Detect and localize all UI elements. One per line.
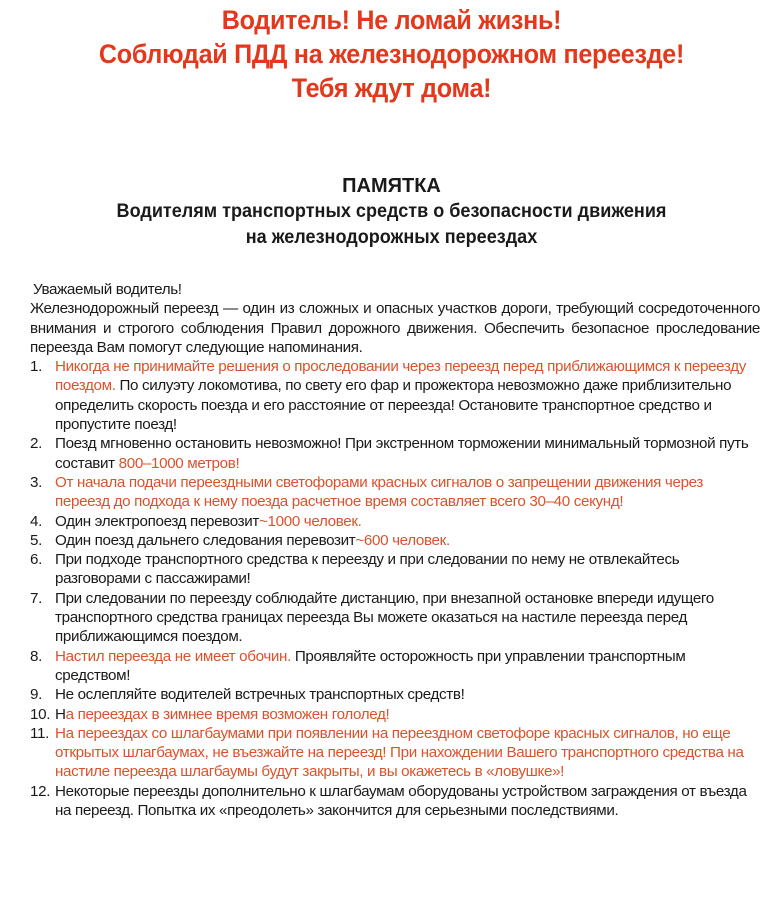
list-item <box>30 724 760 782</box>
item-text: Не ослепляйте водителей встречных транспортных средств! <box>55 686 465 704</box>
slogan-line-1: Водитель! Не ломай жизнь! <box>221 5 562 35</box>
slogan-line-3: Тебя ждут дома! <box>291 73 492 103</box>
list-item-number: 6. <box>30 551 42 569</box>
list-item <box>30 357 760 434</box>
highlighted-text: Настил переезда не имеет обочин. <box>55 647 291 665</box>
slogan-line-2: Соблюдай ПДД на железнодорожном переезде! <box>98 39 685 69</box>
list-item-number: 7. <box>30 589 42 607</box>
list-item-number: 12. <box>30 782 51 800</box>
memo-title: ПАМЯТКА <box>342 175 441 197</box>
list-item <box>30 512 760 531</box>
item-text: Некоторые переезды дополнительно к шлагбаумам оборудованы устройством заграждения от въезда на переезд. Попытка их «преодолеть» закончится для серьезными последствиями. <box>55 782 747 820</box>
intro-paragraph: Железнодорожный переезд — один из сложных и опасных участков дороги, требующий сосредоточенного внимания и строгого соблюдения Правил дорожного движения. Обеспечить безопасное проследование переезда Вам помогут следующие напоминания. <box>30 300 760 356</box>
highlighted-text: От начала подачи переездными светофорами красных сигналов о запрещении движения через переезд до подхода к нему поезда расчетное время составляет всего 30–40 секунд! <box>55 473 704 511</box>
list-item-number: 4. <box>30 512 42 530</box>
item-text: Н <box>55 705 66 723</box>
list-item <box>30 473 760 512</box>
list-item-number: 2. <box>30 435 42 453</box>
list-item-number: 8. <box>30 647 42 665</box>
memo-header <box>0 173 783 251</box>
list-item <box>30 647 760 686</box>
greeting: Уважаемый водитель! <box>33 281 182 298</box>
list-item-number: 11. <box>30 724 49 742</box>
highlighted-text: а переездах в зимнее время возможен гололед! <box>65 705 390 723</box>
list-item <box>30 589 760 647</box>
highlighted-text: На переездах со шлагбаумами при появлении на переездном светофоре красных сигналов, но еще открытых шлагбаумах, не въезжайте на переезд! При нахождении Вашего транспортного средства на настиле переезда шлагбаумы будут закрыты, и вы окажетесь в «ловушке»! <box>55 724 744 781</box>
item-text: Поезд мгновенно остановить невозможно! При экстренном торможении минимальный тормозной путь составит <box>55 435 749 472</box>
memo-subtitle-line-1: Водителям транспортных средств о безопасности движения <box>116 201 667 222</box>
list-item-number: 1. <box>30 358 42 376</box>
item-text: Один поезд дальнего следования перевозит <box>55 531 356 549</box>
list-item-number: 9. <box>30 686 42 704</box>
item-text: По силуэту локомотива, по свету его фар и прожектора невозможно даже приблизительно определить скорость поезда и его расстояние от переезда! Остановите транспортное средство и пропустите поезд! <box>55 377 732 434</box>
rules-list <box>30 357 760 820</box>
list-item-number: 10. <box>30 705 51 723</box>
item-text: Один электропоезд перевозит <box>55 512 260 530</box>
item-text: При подходе транспортного средства к переезду и при следовании по нему не отвлекайтесь разговорами с пассажирами! <box>55 551 680 588</box>
list-item <box>30 550 760 589</box>
highlighted-text: Никогда не принимайте решения о проследовании через переезд перед приближающимся к переезду поездом. <box>55 358 746 395</box>
list-item <box>30 531 760 550</box>
memo-subtitle-line-2: на железнодорожных переездах <box>245 227 538 248</box>
item-text: При следовании по переезду соблюдайте дистанцию, при внезапной остановке впереди идущего транспортного средства границах переезда Вы можете оказаться на настиле переезда перед приближающимся поездом. <box>55 589 714 646</box>
memo-body <box>30 280 760 820</box>
list-item <box>30 782 760 821</box>
highlighted-text: ~1000 человек. <box>259 512 362 530</box>
list-item-number: 3. <box>30 473 42 491</box>
item-text: Проявляйте осторожность при управлении транспортным средством! <box>55 647 686 684</box>
list-item <box>30 705 760 724</box>
list-item-number: 5. <box>30 531 42 549</box>
highlighted-text: ~600 человек. <box>355 531 450 549</box>
list-item <box>30 685 760 704</box>
list-item <box>30 434 760 473</box>
highlighted-text: 800–1000 метров! <box>118 454 240 472</box>
slogan-banner <box>27 3 755 105</box>
